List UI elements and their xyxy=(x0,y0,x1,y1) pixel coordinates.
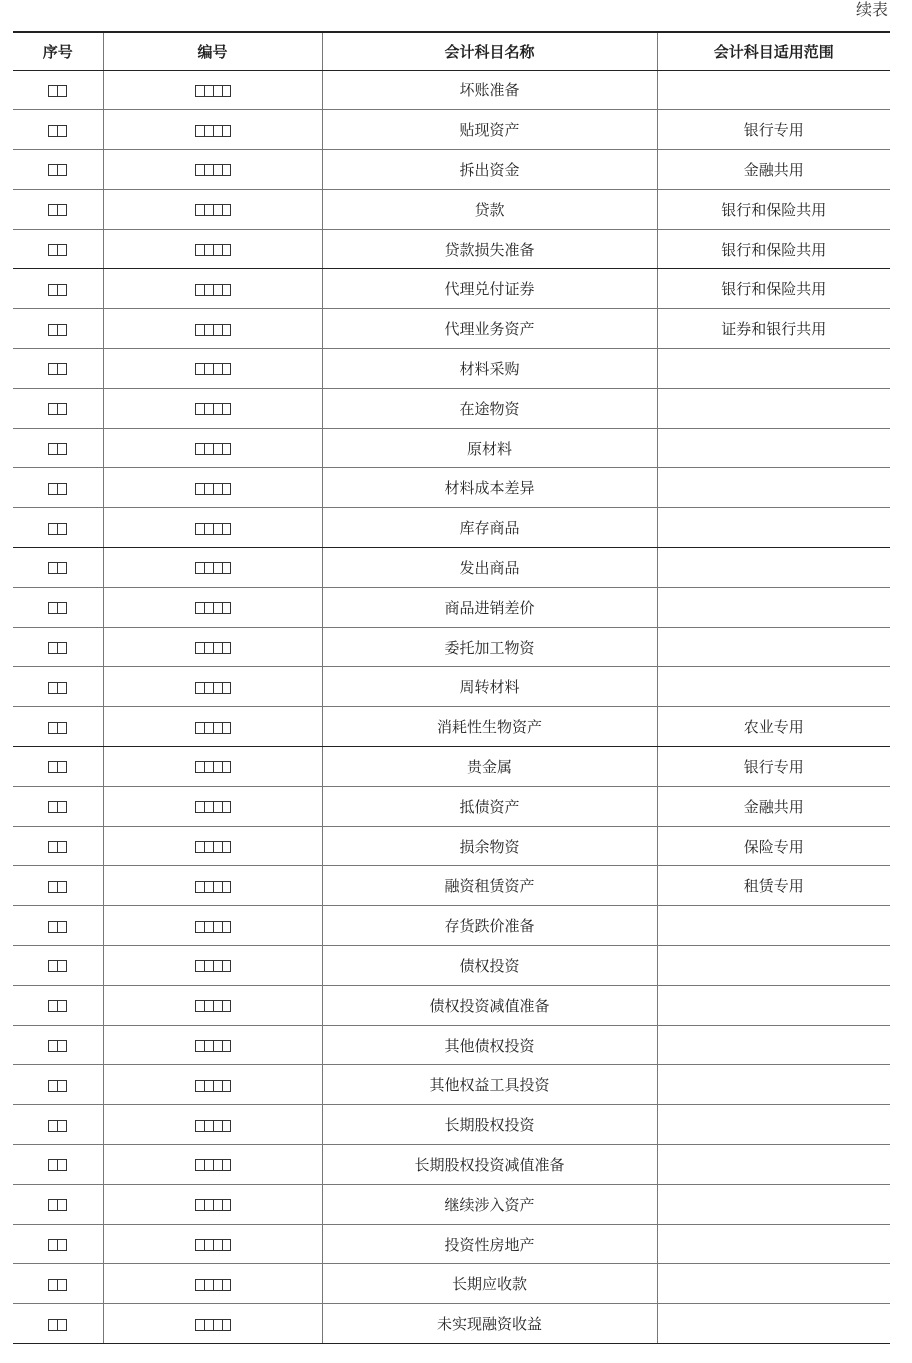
seq-cell xyxy=(13,428,103,468)
missing-glyph-seq xyxy=(48,403,67,415)
account-name-cell: 其他债权投资 xyxy=(322,1025,657,1065)
table-row xyxy=(13,1105,890,1145)
missing-glyph-code xyxy=(195,1080,231,1092)
code-cell xyxy=(103,388,322,428)
seq-cell xyxy=(13,1184,103,1224)
header-row xyxy=(13,32,890,70)
code-cell xyxy=(103,229,322,269)
scope-cell: 银行和保险共用 xyxy=(657,269,890,309)
missing-glyph-code xyxy=(195,523,231,535)
seq-cell xyxy=(13,110,103,150)
table-row xyxy=(13,428,890,468)
scope-cell xyxy=(657,985,890,1025)
missing-glyph-seq xyxy=(48,85,67,97)
seq-cell xyxy=(13,309,103,349)
code-cell xyxy=(103,1304,322,1344)
scope-cell xyxy=(657,548,890,588)
account-name-cell: 代理业务资产 xyxy=(322,309,657,349)
table-row xyxy=(13,1224,890,1264)
table-row xyxy=(13,189,890,229)
seq-cell xyxy=(13,747,103,787)
missing-glyph-code xyxy=(195,284,231,296)
scope-cell: 农业专用 xyxy=(657,707,890,747)
seq-cell xyxy=(13,906,103,946)
missing-glyph-code xyxy=(195,244,231,256)
missing-glyph-code xyxy=(195,881,231,893)
account-name-cell: 材料采购 xyxy=(322,349,657,389)
seq-cell xyxy=(13,349,103,389)
missing-glyph-code xyxy=(195,324,231,336)
missing-glyph-seq xyxy=(48,642,67,654)
code-cell xyxy=(103,110,322,150)
scope-cell xyxy=(657,388,890,428)
scope-cell: 金融共用 xyxy=(657,150,890,190)
seq-cell xyxy=(13,627,103,667)
seq-cell xyxy=(13,269,103,309)
scope-cell xyxy=(657,1145,890,1185)
missing-glyph-seq xyxy=(48,1040,67,1052)
seq-cell xyxy=(13,150,103,190)
account-name-cell: 坏账准备 xyxy=(322,70,657,110)
missing-glyph-seq xyxy=(48,523,67,535)
code-cell xyxy=(103,1065,322,1105)
account-name-cell: 拆出资金 xyxy=(322,150,657,190)
missing-glyph-seq xyxy=(48,164,67,176)
missing-glyph-code xyxy=(195,1000,231,1012)
missing-glyph-code xyxy=(195,204,231,216)
table-row xyxy=(13,388,890,428)
account-name-cell: 债权投资减值准备 xyxy=(322,985,657,1025)
missing-glyph-seq xyxy=(48,443,67,455)
scope-cell xyxy=(657,1184,890,1224)
missing-glyph-seq xyxy=(48,1319,67,1331)
missing-glyph-seq xyxy=(48,1159,67,1171)
missing-glyph-seq xyxy=(48,324,67,336)
code-cell xyxy=(103,548,322,588)
account-name-cell: 贷款损失准备 xyxy=(322,229,657,269)
missing-glyph-seq xyxy=(48,244,67,256)
missing-glyph-code xyxy=(195,1319,231,1331)
missing-glyph-code xyxy=(195,483,231,495)
account-name-cell: 继续涉入资产 xyxy=(322,1184,657,1224)
code-cell xyxy=(103,587,322,627)
scope-cell xyxy=(657,428,890,468)
seq-cell xyxy=(13,707,103,747)
missing-glyph-seq xyxy=(48,801,67,813)
missing-glyph-code xyxy=(195,562,231,574)
seq-cell xyxy=(13,786,103,826)
missing-glyph-seq xyxy=(48,125,67,137)
seq-cell xyxy=(13,1264,103,1304)
code-cell xyxy=(103,707,322,747)
missing-glyph-seq xyxy=(48,483,67,495)
scope-cell: 租赁专用 xyxy=(657,866,890,906)
table-row xyxy=(13,985,890,1025)
account-name-cell: 原材料 xyxy=(322,428,657,468)
table-row xyxy=(13,1264,890,1304)
code-cell xyxy=(103,309,322,349)
account-name-cell: 长期股权投资减值准备 xyxy=(322,1145,657,1185)
code-cell xyxy=(103,269,322,309)
missing-glyph-code xyxy=(195,125,231,137)
continued-label: 续表 xyxy=(855,0,888,19)
code-cell xyxy=(103,1184,322,1224)
missing-glyph-code xyxy=(195,682,231,694)
seq-cell xyxy=(13,548,103,588)
scope-cell xyxy=(657,1264,890,1304)
missing-glyph-seq xyxy=(48,204,67,216)
account-name-cell: 其他权益工具投资 xyxy=(322,1065,657,1105)
accounts-table xyxy=(13,31,890,1344)
account-name-cell: 未实现融资收益 xyxy=(322,1304,657,1344)
missing-glyph-code xyxy=(195,921,231,933)
table-row xyxy=(13,707,890,747)
table-row xyxy=(13,508,890,548)
table-header xyxy=(13,32,890,70)
seq-cell xyxy=(13,1105,103,1145)
scope-cell xyxy=(657,1105,890,1145)
table-row xyxy=(13,70,890,110)
missing-glyph-seq xyxy=(48,960,67,972)
account-name-cell: 材料成本差异 xyxy=(322,468,657,508)
header-seq: 序号 xyxy=(13,32,103,70)
table-row xyxy=(13,587,890,627)
table-row xyxy=(13,667,890,707)
table-row xyxy=(13,1304,890,1344)
missing-glyph-code xyxy=(195,1279,231,1291)
table-row xyxy=(13,269,890,309)
account-name-cell: 库存商品 xyxy=(322,508,657,548)
code-cell xyxy=(103,189,322,229)
code-cell xyxy=(103,667,322,707)
account-name-cell: 存货跌价准备 xyxy=(322,906,657,946)
account-name-cell: 抵债资产 xyxy=(322,786,657,826)
code-cell xyxy=(103,627,322,667)
missing-glyph-code xyxy=(195,1040,231,1052)
missing-glyph-code xyxy=(195,85,231,97)
scope-cell xyxy=(657,70,890,110)
table-row xyxy=(13,946,890,986)
scope-cell: 银行和保险共用 xyxy=(657,189,890,229)
code-cell xyxy=(103,786,322,826)
code-cell xyxy=(103,906,322,946)
table-row xyxy=(13,309,890,349)
seq-cell xyxy=(13,826,103,866)
table-row xyxy=(13,110,890,150)
missing-glyph-code xyxy=(195,841,231,853)
missing-glyph-seq xyxy=(48,1199,67,1211)
scope-cell xyxy=(657,1304,890,1344)
missing-glyph-seq xyxy=(48,761,67,773)
code-cell xyxy=(103,468,322,508)
table-row xyxy=(13,468,890,508)
account-name-cell: 代理兑付证券 xyxy=(322,269,657,309)
missing-glyph-code xyxy=(195,960,231,972)
scope-cell xyxy=(657,1224,890,1264)
table-row xyxy=(13,747,890,787)
seq-cell xyxy=(13,229,103,269)
scope-cell xyxy=(657,349,890,389)
table-row xyxy=(13,1184,890,1224)
code-cell xyxy=(103,150,322,190)
table-row xyxy=(13,866,890,906)
missing-glyph-seq xyxy=(48,921,67,933)
table-row xyxy=(13,548,890,588)
seq-cell xyxy=(13,70,103,110)
missing-glyph-code xyxy=(195,761,231,773)
missing-glyph-seq xyxy=(48,363,67,375)
missing-glyph-code xyxy=(195,1199,231,1211)
missing-glyph-code xyxy=(195,801,231,813)
missing-glyph-seq xyxy=(48,1120,67,1132)
code-cell xyxy=(103,428,322,468)
account-name-cell: 融资租赁资产 xyxy=(322,866,657,906)
missing-glyph-seq xyxy=(48,881,67,893)
seq-cell xyxy=(13,1145,103,1185)
account-name-cell: 债权投资 xyxy=(322,946,657,986)
account-name-cell: 发出商品 xyxy=(322,548,657,588)
missing-glyph-seq xyxy=(48,602,67,614)
seq-cell xyxy=(13,1304,103,1344)
table-row xyxy=(13,786,890,826)
code-cell xyxy=(103,349,322,389)
account-name-cell: 贴现资产 xyxy=(322,110,657,150)
seq-cell xyxy=(13,946,103,986)
scope-cell xyxy=(657,667,890,707)
table-row xyxy=(13,229,890,269)
scope-cell xyxy=(657,587,890,627)
scope-cell xyxy=(657,946,890,986)
account-name-cell: 在途物资 xyxy=(322,388,657,428)
table-body xyxy=(13,70,890,1344)
code-cell xyxy=(103,1145,322,1185)
scope-cell xyxy=(657,468,890,508)
missing-glyph-seq xyxy=(48,284,67,296)
missing-glyph-code xyxy=(195,1239,231,1251)
table-row xyxy=(13,150,890,190)
scope-cell xyxy=(657,627,890,667)
seq-cell xyxy=(13,189,103,229)
missing-glyph-seq xyxy=(48,722,67,734)
seq-cell xyxy=(13,508,103,548)
code-cell xyxy=(103,985,322,1025)
missing-glyph-code xyxy=(195,642,231,654)
seq-cell xyxy=(13,1065,103,1105)
missing-glyph-seq xyxy=(48,562,67,574)
table-row xyxy=(13,1145,890,1185)
missing-glyph-code xyxy=(195,403,231,415)
seq-cell xyxy=(13,587,103,627)
account-name-cell: 消耗性生物资产 xyxy=(322,707,657,747)
missing-glyph-seq xyxy=(48,841,67,853)
seq-cell xyxy=(13,1224,103,1264)
scope-cell: 银行专用 xyxy=(657,747,890,787)
code-cell xyxy=(103,1224,322,1264)
account-name-cell: 贵金属 xyxy=(322,747,657,787)
header-scope: 会计科目适用范围 xyxy=(657,32,890,70)
account-name-cell: 长期股权投资 xyxy=(322,1105,657,1145)
table-row xyxy=(13,627,890,667)
missing-glyph-code xyxy=(195,1120,231,1132)
missing-glyph-code xyxy=(195,164,231,176)
code-cell xyxy=(103,747,322,787)
header-code: 编号 xyxy=(103,32,322,70)
code-cell xyxy=(103,70,322,110)
code-cell xyxy=(103,508,322,548)
missing-glyph-seq xyxy=(48,682,67,694)
seq-cell xyxy=(13,1025,103,1065)
table-row xyxy=(13,349,890,389)
scope-cell: 银行专用 xyxy=(657,110,890,150)
account-name-cell: 周转材料 xyxy=(322,667,657,707)
scope-cell: 金融共用 xyxy=(657,786,890,826)
missing-glyph-seq xyxy=(48,1000,67,1012)
account-name-cell: 长期应收款 xyxy=(322,1264,657,1304)
table-row xyxy=(13,1065,890,1105)
account-name-cell: 商品进销差价 xyxy=(322,587,657,627)
seq-cell xyxy=(13,866,103,906)
code-cell xyxy=(103,1025,322,1065)
seq-cell xyxy=(13,667,103,707)
missing-glyph-code xyxy=(195,602,231,614)
missing-glyph-seq xyxy=(48,1279,67,1291)
scope-cell xyxy=(657,508,890,548)
seq-cell xyxy=(13,985,103,1025)
table-row xyxy=(13,906,890,946)
missing-glyph-code xyxy=(195,443,231,455)
code-cell xyxy=(103,946,322,986)
scope-cell: 保险专用 xyxy=(657,826,890,866)
seq-cell xyxy=(13,468,103,508)
table-row xyxy=(13,826,890,866)
missing-glyph-seq xyxy=(48,1080,67,1092)
scope-cell xyxy=(657,1065,890,1105)
header-account-name: 会计科目名称 xyxy=(322,32,657,70)
account-name-cell: 投资性房地产 xyxy=(322,1224,657,1264)
table-row xyxy=(13,1025,890,1065)
missing-glyph-code xyxy=(195,722,231,734)
account-name-cell: 委托加工物资 xyxy=(322,627,657,667)
missing-glyph-code xyxy=(195,1159,231,1171)
account-name-cell: 贷款 xyxy=(322,189,657,229)
missing-glyph-seq xyxy=(48,1239,67,1251)
code-cell xyxy=(103,1105,322,1145)
code-cell xyxy=(103,866,322,906)
missing-glyph-code xyxy=(195,363,231,375)
account-name-cell: 损余物资 xyxy=(322,826,657,866)
code-cell xyxy=(103,826,322,866)
seq-cell xyxy=(13,388,103,428)
scope-cell: 银行和保险共用 xyxy=(657,229,890,269)
scope-cell: 证券和银行共用 xyxy=(657,309,890,349)
code-cell xyxy=(103,1264,322,1304)
scope-cell xyxy=(657,906,890,946)
scope-cell xyxy=(657,1025,890,1065)
